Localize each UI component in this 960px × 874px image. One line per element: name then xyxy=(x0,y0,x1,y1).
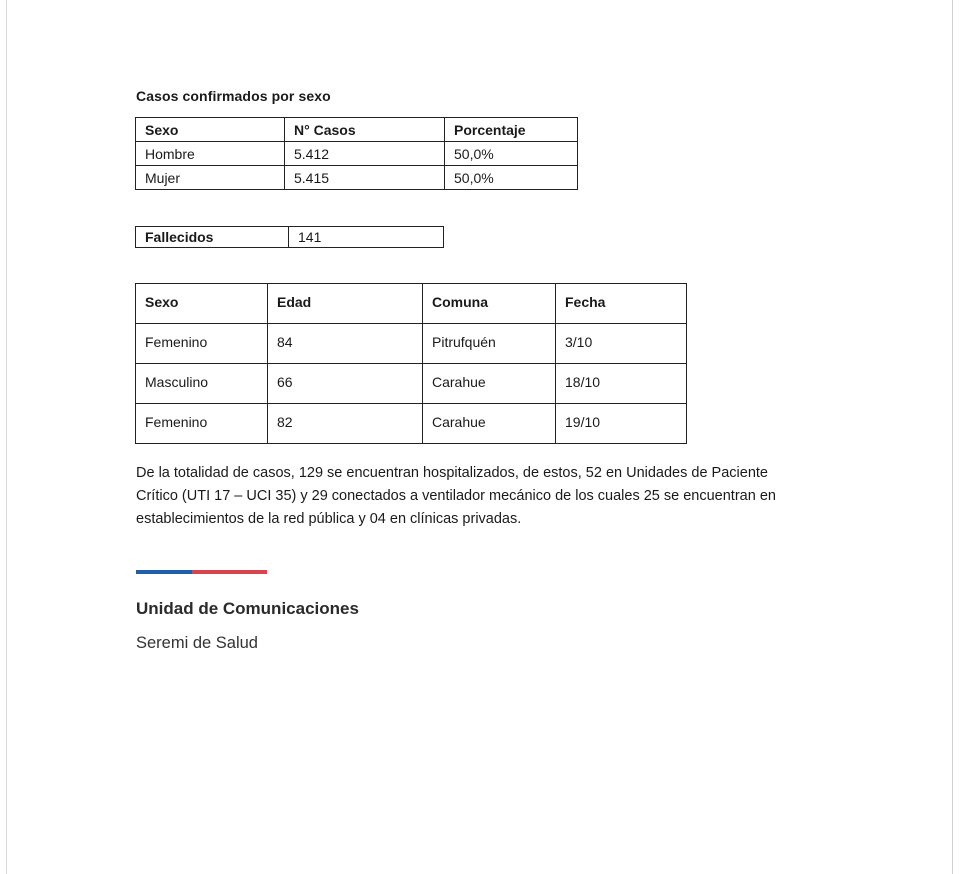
table-cell: 50,0% xyxy=(445,166,578,190)
summary-line: Crítico (UTI 17 – UCI 35) y 29 conectados a ventilador mecánico de los cuales 25 se encuentran en xyxy=(136,488,776,504)
deaths-value: 141 xyxy=(289,227,444,248)
table-row xyxy=(136,166,578,190)
table-header-row xyxy=(136,118,578,142)
table-cell: Hombre xyxy=(136,142,285,166)
table-cell: Carahue xyxy=(423,404,556,444)
summary-line: De la totalidad de casos, 129 se encuentran hospitalizados, de estos, 52 en Unidades de Paciente xyxy=(136,465,768,481)
table-cell: Masculino xyxy=(136,364,268,404)
column-header-fecha: Fecha xyxy=(556,284,687,324)
organization-name: Seremi de Salud xyxy=(136,634,258,652)
summary-paragraph xyxy=(136,462,836,531)
table-cell: 50,0% xyxy=(445,142,578,166)
flag-divider xyxy=(136,570,267,574)
table-cell: Mujer xyxy=(136,166,285,190)
unit-name: Unidad de Comunicaciones xyxy=(136,599,359,618)
table-cell: 5.415 xyxy=(285,166,445,190)
table-cell: 5.412 xyxy=(285,142,445,166)
table-cell: 18/10 xyxy=(556,364,687,404)
table-cell: 19/10 xyxy=(556,404,687,444)
table-row xyxy=(136,324,687,364)
table-cell: 3/10 xyxy=(556,324,687,364)
cases-by-sex-title: Casos confirmados por sexo xyxy=(136,88,331,104)
column-header-comuna: Comuna xyxy=(423,284,556,324)
column-header-edad: Edad xyxy=(268,284,423,324)
column-header-porcentaje: Porcentaje xyxy=(445,118,578,142)
summary-line: establecimientos de la red pública y 04 en clínicas privadas. xyxy=(136,511,522,527)
table-cell: Carahue xyxy=(423,364,556,404)
table-cell: Pitrufquén xyxy=(423,324,556,364)
flag-red-segment xyxy=(192,570,267,574)
table-row xyxy=(136,142,578,166)
column-header-casos: N° Casos xyxy=(285,118,445,142)
table-cell: 66 xyxy=(268,364,423,404)
table-row xyxy=(136,364,687,404)
column-header-sexo: Sexo xyxy=(136,284,268,324)
deceased-table xyxy=(135,283,687,444)
table-cell: Femenino xyxy=(136,404,268,444)
table-cell: 84 xyxy=(268,324,423,364)
deaths-table xyxy=(135,226,444,248)
cases-by-sex-table xyxy=(135,117,578,190)
deaths-label: Fallecidos xyxy=(136,227,289,248)
table-row xyxy=(136,227,444,248)
table-row xyxy=(136,404,687,444)
table-cell: 82 xyxy=(268,404,423,444)
table-cell: Femenino xyxy=(136,324,268,364)
flag-blue-segment xyxy=(136,570,192,574)
table-header-row xyxy=(136,284,687,324)
column-header-sexo: Sexo xyxy=(136,118,285,142)
